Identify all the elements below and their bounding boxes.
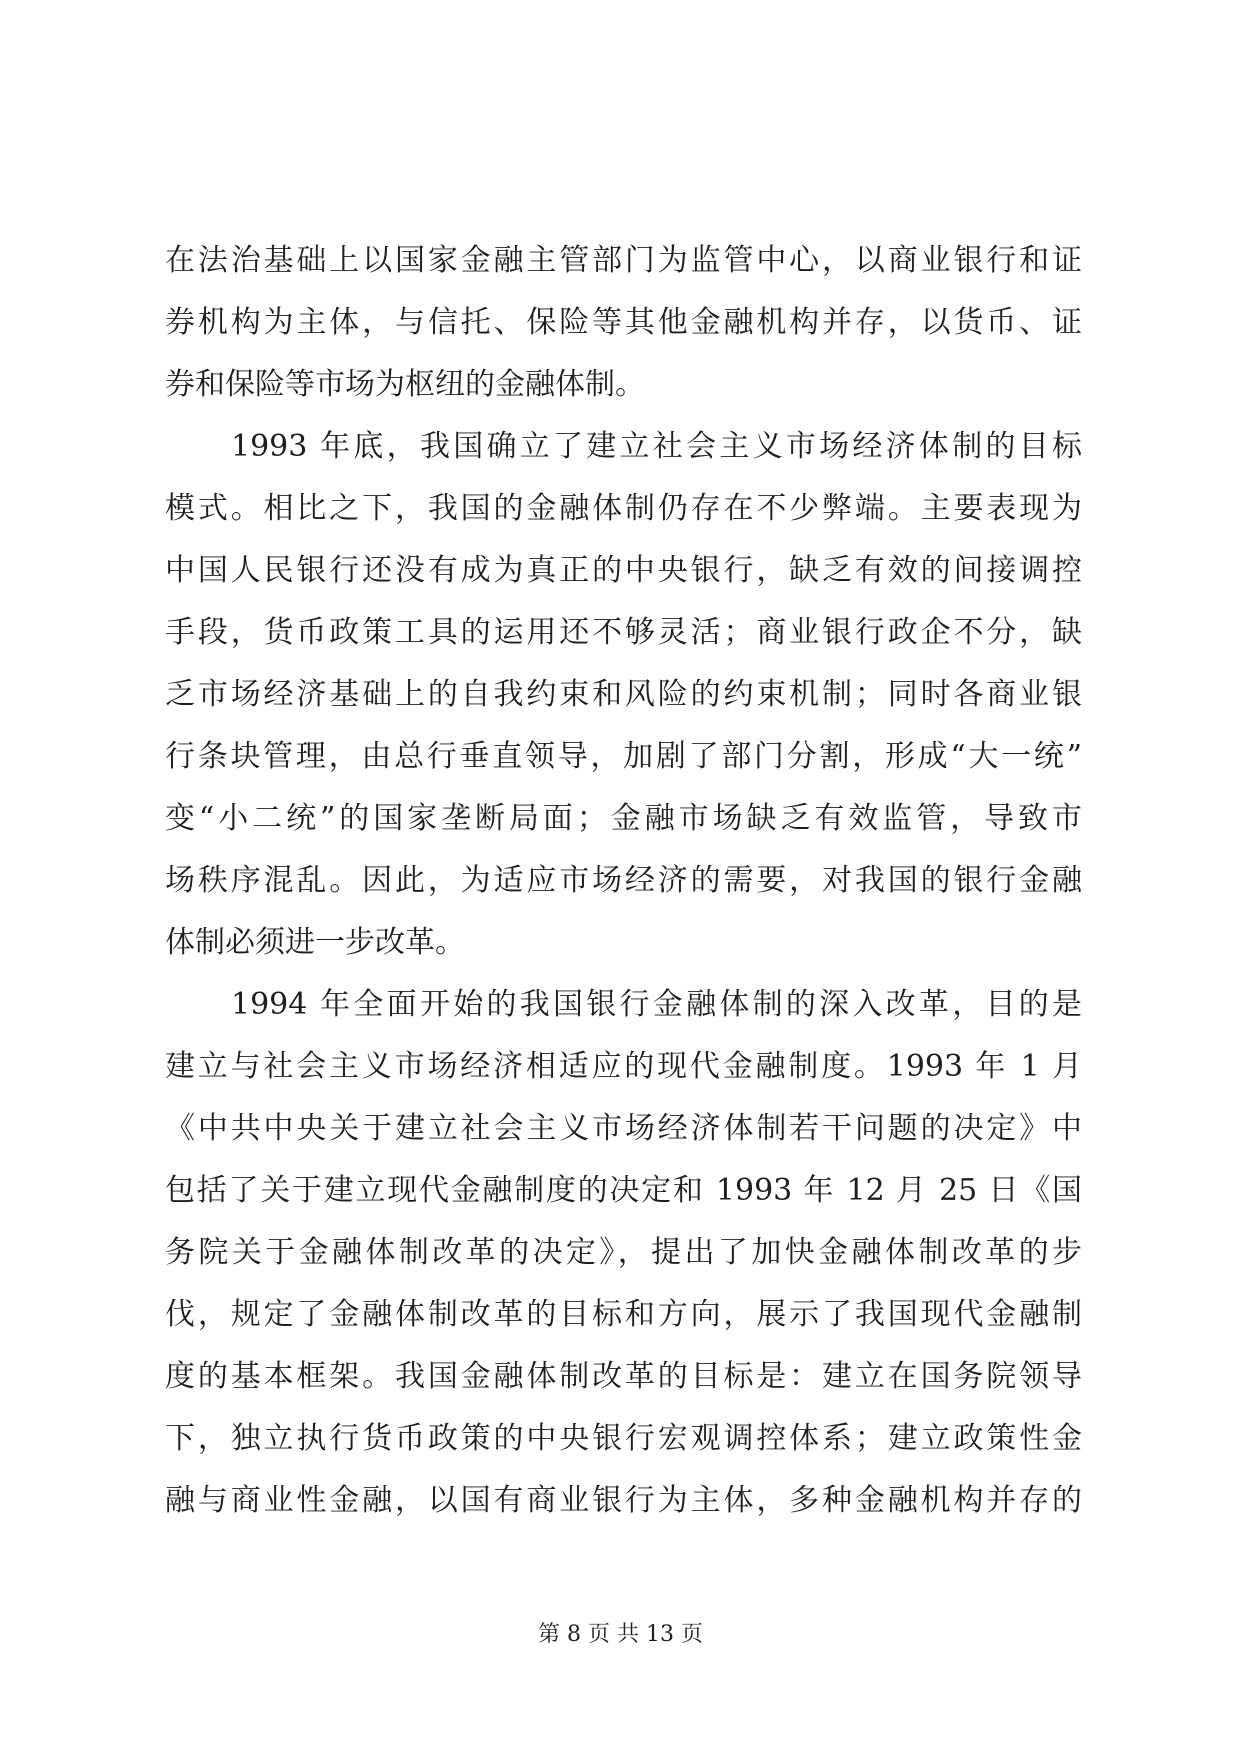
text-line: 变“小二统”的国家垄断局面；金融市场缺乏有效监管，导致市 [165,801,1082,836]
page-number-footer: 第 8 页 共 13 页 [538,1622,703,1647]
text-line: 手段，货币政策工具的运用还不够灵活；商业银行政企不分，缺 [165,615,1082,650]
text-line: 体制必须进一步改革。 [165,925,465,960]
body-text [165,230,1082,1532]
text-line: 伐，规定了金融体制改革的目标和方向，展示了我国现代金融制 [165,1297,1082,1332]
text-line: 乏市场经济基础上的自我约束和风险的约束机制；同时各商业银 [165,677,1082,712]
text-line: 模式。相比之下，我国的金融体制仍存在不少弊端。主要表现为 [165,491,1082,526]
text-line: 1993 年底，我国确立了建立社会主义市场经济体制的目标 [231,429,1082,464]
text-line: 度的基本框架。我国金融体制改革的目标是：建立在国务院领导 [165,1359,1082,1394]
text-line: 在法治基础上以国家金融主管部门为监管中心，以商业银行和证 [165,243,1082,278]
paragraph [165,230,1082,416]
text-line: 券和保险等市场为枢纽的金融体制。 [165,367,645,402]
text-line: 包括了关于建立现代金融制度的决定和 1993 年 12 月 25 日《国 [165,1173,1082,1208]
text-line: 券机构为主体，与信托、保险等其他金融机构并存，以货币、证 [165,305,1082,340]
text-line: 融与商业性金融，以国有商业银行为主体，多种金融机构并存的 [165,1483,1082,1518]
text-line: 下，独立执行货币政策的中央银行宏观调控体系；建立政策性金 [165,1421,1082,1456]
text-line: 行条块管理，由总行垂直领导，加剧了部门分割，形成“大一统” [165,739,1082,774]
text-line: 场秩序混乱。因此，为适应市场经济的需要，对我国的银行金融 [165,863,1082,898]
paragraph [165,416,1082,974]
text-line: 务院关于金融体制改革的决定》，提出了加快金融体制改革的步 [165,1235,1082,1270]
text-line: 《中共中央关于建立社会主义市场经济体制若干问题的决定》中 [165,1111,1082,1146]
text-line: 建立与社会主义市场经济相适应的现代金融制度。1993 年 1 月 [165,1049,1082,1084]
text-line: 1994 年全面开始的我国银行金融体制的深入改革，目的是 [231,987,1082,1022]
paragraph [165,974,1082,1532]
text-line: 中国人民银行还没有成为真正的中央银行，缺乏有效的间接调控 [165,553,1082,588]
